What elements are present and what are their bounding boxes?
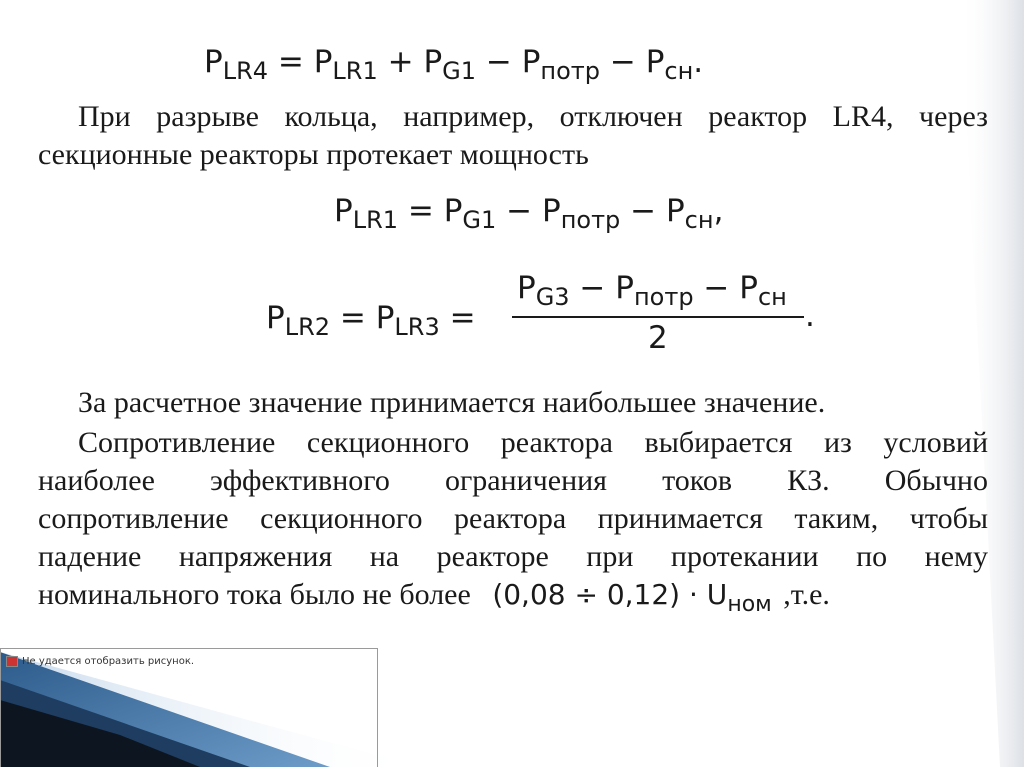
symbol: P: [334, 193, 353, 229]
fraction-numerator: [517, 270, 787, 311]
paragraph-design-value: [38, 384, 988, 422]
symbol: P: [739, 270, 758, 306]
operator: −: [693, 270, 740, 306]
denominator: 2: [648, 320, 668, 356]
formula-body: (0,08 ÷ 0,12) · U: [492, 578, 728, 611]
paragraph-line: наиболее эффективного ограничения токов КЗ. Обычно: [38, 464, 988, 497]
punctuation: .: [805, 298, 815, 334]
symbol: P: [266, 300, 285, 336]
subscript: LR3: [394, 313, 440, 341]
symbol: P: [375, 300, 395, 336]
paragraph-line-with-formula: [38, 576, 988, 624]
symbol: P: [645, 44, 665, 80]
fraction-denominator: [648, 320, 668, 356]
operator: =: [330, 300, 376, 336]
subscript: ном: [727, 592, 772, 617]
subscript: G1: [462, 206, 497, 234]
subscript: потр: [560, 206, 621, 234]
symbol: P: [517, 270, 536, 306]
subscript: LR4: [222, 57, 269, 85]
text-segment: ,т.е.: [783, 578, 830, 611]
subscript: потр: [540, 57, 600, 85]
subscript: LR2: [284, 313, 331, 341]
subscript: G3: [535, 283, 570, 311]
symbol: P: [423, 44, 443, 80]
symbol: P: [204, 44, 223, 80]
punctuation: ,: [713, 193, 724, 229]
subscript: LR1: [332, 57, 378, 85]
paragraph-line: За расчетное значение принимается наибольшее значение.: [78, 386, 826, 419]
symbol: P: [443, 193, 463, 229]
subscript: сн: [684, 206, 714, 234]
formula-plr1: [334, 193, 723, 234]
paragraph-line: Сопротивление секционного реактора выбирается из условий: [78, 426, 988, 459]
paragraph-line: секционные реакторы протекает мощность: [38, 138, 589, 171]
symbol: P: [665, 193, 685, 229]
operator: =: [439, 300, 476, 336]
formula-plr2-left: [266, 300, 476, 341]
operator: =: [268, 44, 314, 80]
paragraph-reactor-resistance: [38, 424, 988, 624]
operator: −: [476, 44, 522, 80]
subscript: сн: [664, 57, 694, 85]
formula-plr4: [204, 44, 703, 85]
inline-formula-unom: [492, 578, 772, 617]
subscript: LR1: [352, 206, 399, 234]
paragraph-line: сопротивление секционного реактора принимается таким, чтобы: [38, 502, 988, 535]
symbol: P: [615, 270, 634, 306]
punctuation: .: [693, 44, 704, 80]
broken-image-icon: [6, 656, 18, 667]
operator: −: [600, 44, 646, 80]
broken-image-message: Не удается отобразить рисунок.: [22, 656, 195, 667]
operator: −: [620, 193, 666, 229]
operator: −: [569, 270, 616, 306]
paragraph-line: падение напряжения на реакторе при протекании по нему: [38, 540, 988, 573]
subscript: G1: [442, 57, 477, 85]
paragraph-ring-break: [38, 98, 988, 174]
subscript: сн: [757, 283, 787, 311]
subscript: потр: [633, 283, 694, 311]
operator: =: [398, 193, 444, 229]
fraction-end: [805, 298, 815, 334]
symbol: P: [541, 193, 561, 229]
symbol: P: [521, 44, 541, 80]
operator: +: [377, 44, 424, 80]
paragraph-line: При разрыве кольца, например, отключен реактор LR4, через: [78, 100, 988, 133]
text-segment: номинального тока было не более: [38, 578, 471, 611]
fraction-bar: [512, 316, 804, 318]
operator: −: [496, 193, 542, 229]
symbol: P: [313, 44, 333, 80]
